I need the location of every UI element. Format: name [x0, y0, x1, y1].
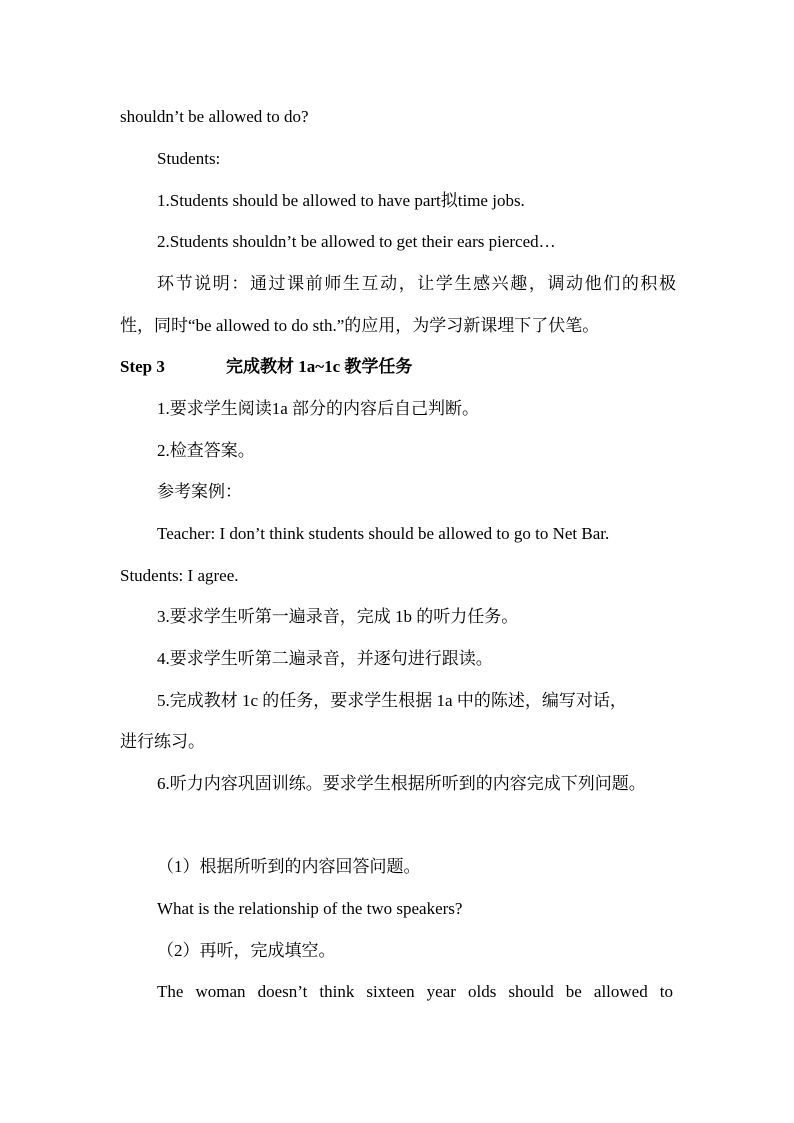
- text-line: Students:: [157, 149, 221, 168]
- step-label: Step 3: [120, 357, 165, 376]
- text-line: （2）再听，完成填空。: [157, 941, 336, 960]
- text-line: shouldn’t be allowed to do?: [120, 107, 309, 126]
- text-line: What is the relationship of the two speakers?: [157, 899, 463, 918]
- text-line: 4.要求学生听第二遍录音，并逐句进行跟读。: [157, 649, 493, 668]
- text-line: 2.Students shouldn’t be allowed to get their ears pierced…: [157, 232, 556, 251]
- text-line: 5.完成教材 1c 的任务，要求学生根据 1a 中的陈述，编写对话，: [157, 691, 627, 710]
- text-line: 性，同时“be allowed to do sth.”的应用，为学习新课埋下了伏笔。: [120, 316, 600, 335]
- text-line: 1.要求学生阅读1a 部分的内容后自己判断。: [157, 399, 480, 418]
- text-line: Students: I agree.: [120, 566, 239, 585]
- text-line: The woman doesn’t think sixteen year olds should be allowed to: [157, 982, 673, 1001]
- step-heading: [120, 356, 520, 378]
- text-line: 6.听力内容巩固训练。要求学生根据所听到的内容完成下列问题。: [157, 774, 646, 793]
- text-line: 3.要求学生听第一遍录音，完成 1b 的听力任务。: [157, 607, 519, 626]
- text-line: 进行练习。: [120, 732, 205, 751]
- text-line: 参考案例：: [157, 482, 242, 501]
- text-line: 环节说明：通过课前师生互动，让学生感兴趣，调动他们的积极: [157, 274, 676, 293]
- text-line: 1.Students should be allowed to have part拟time jobs.: [157, 191, 525, 210]
- text-line: 2.检查答案。: [157, 441, 255, 460]
- text-line: Teacher: I don’t think students should be allowed to go to Net Bar.: [157, 524, 610, 543]
- text-line: （1）根据所听到的内容回答问题。: [157, 857, 421, 876]
- step-title: 完成教材 1a~1c 教学任务: [226, 357, 413, 376]
